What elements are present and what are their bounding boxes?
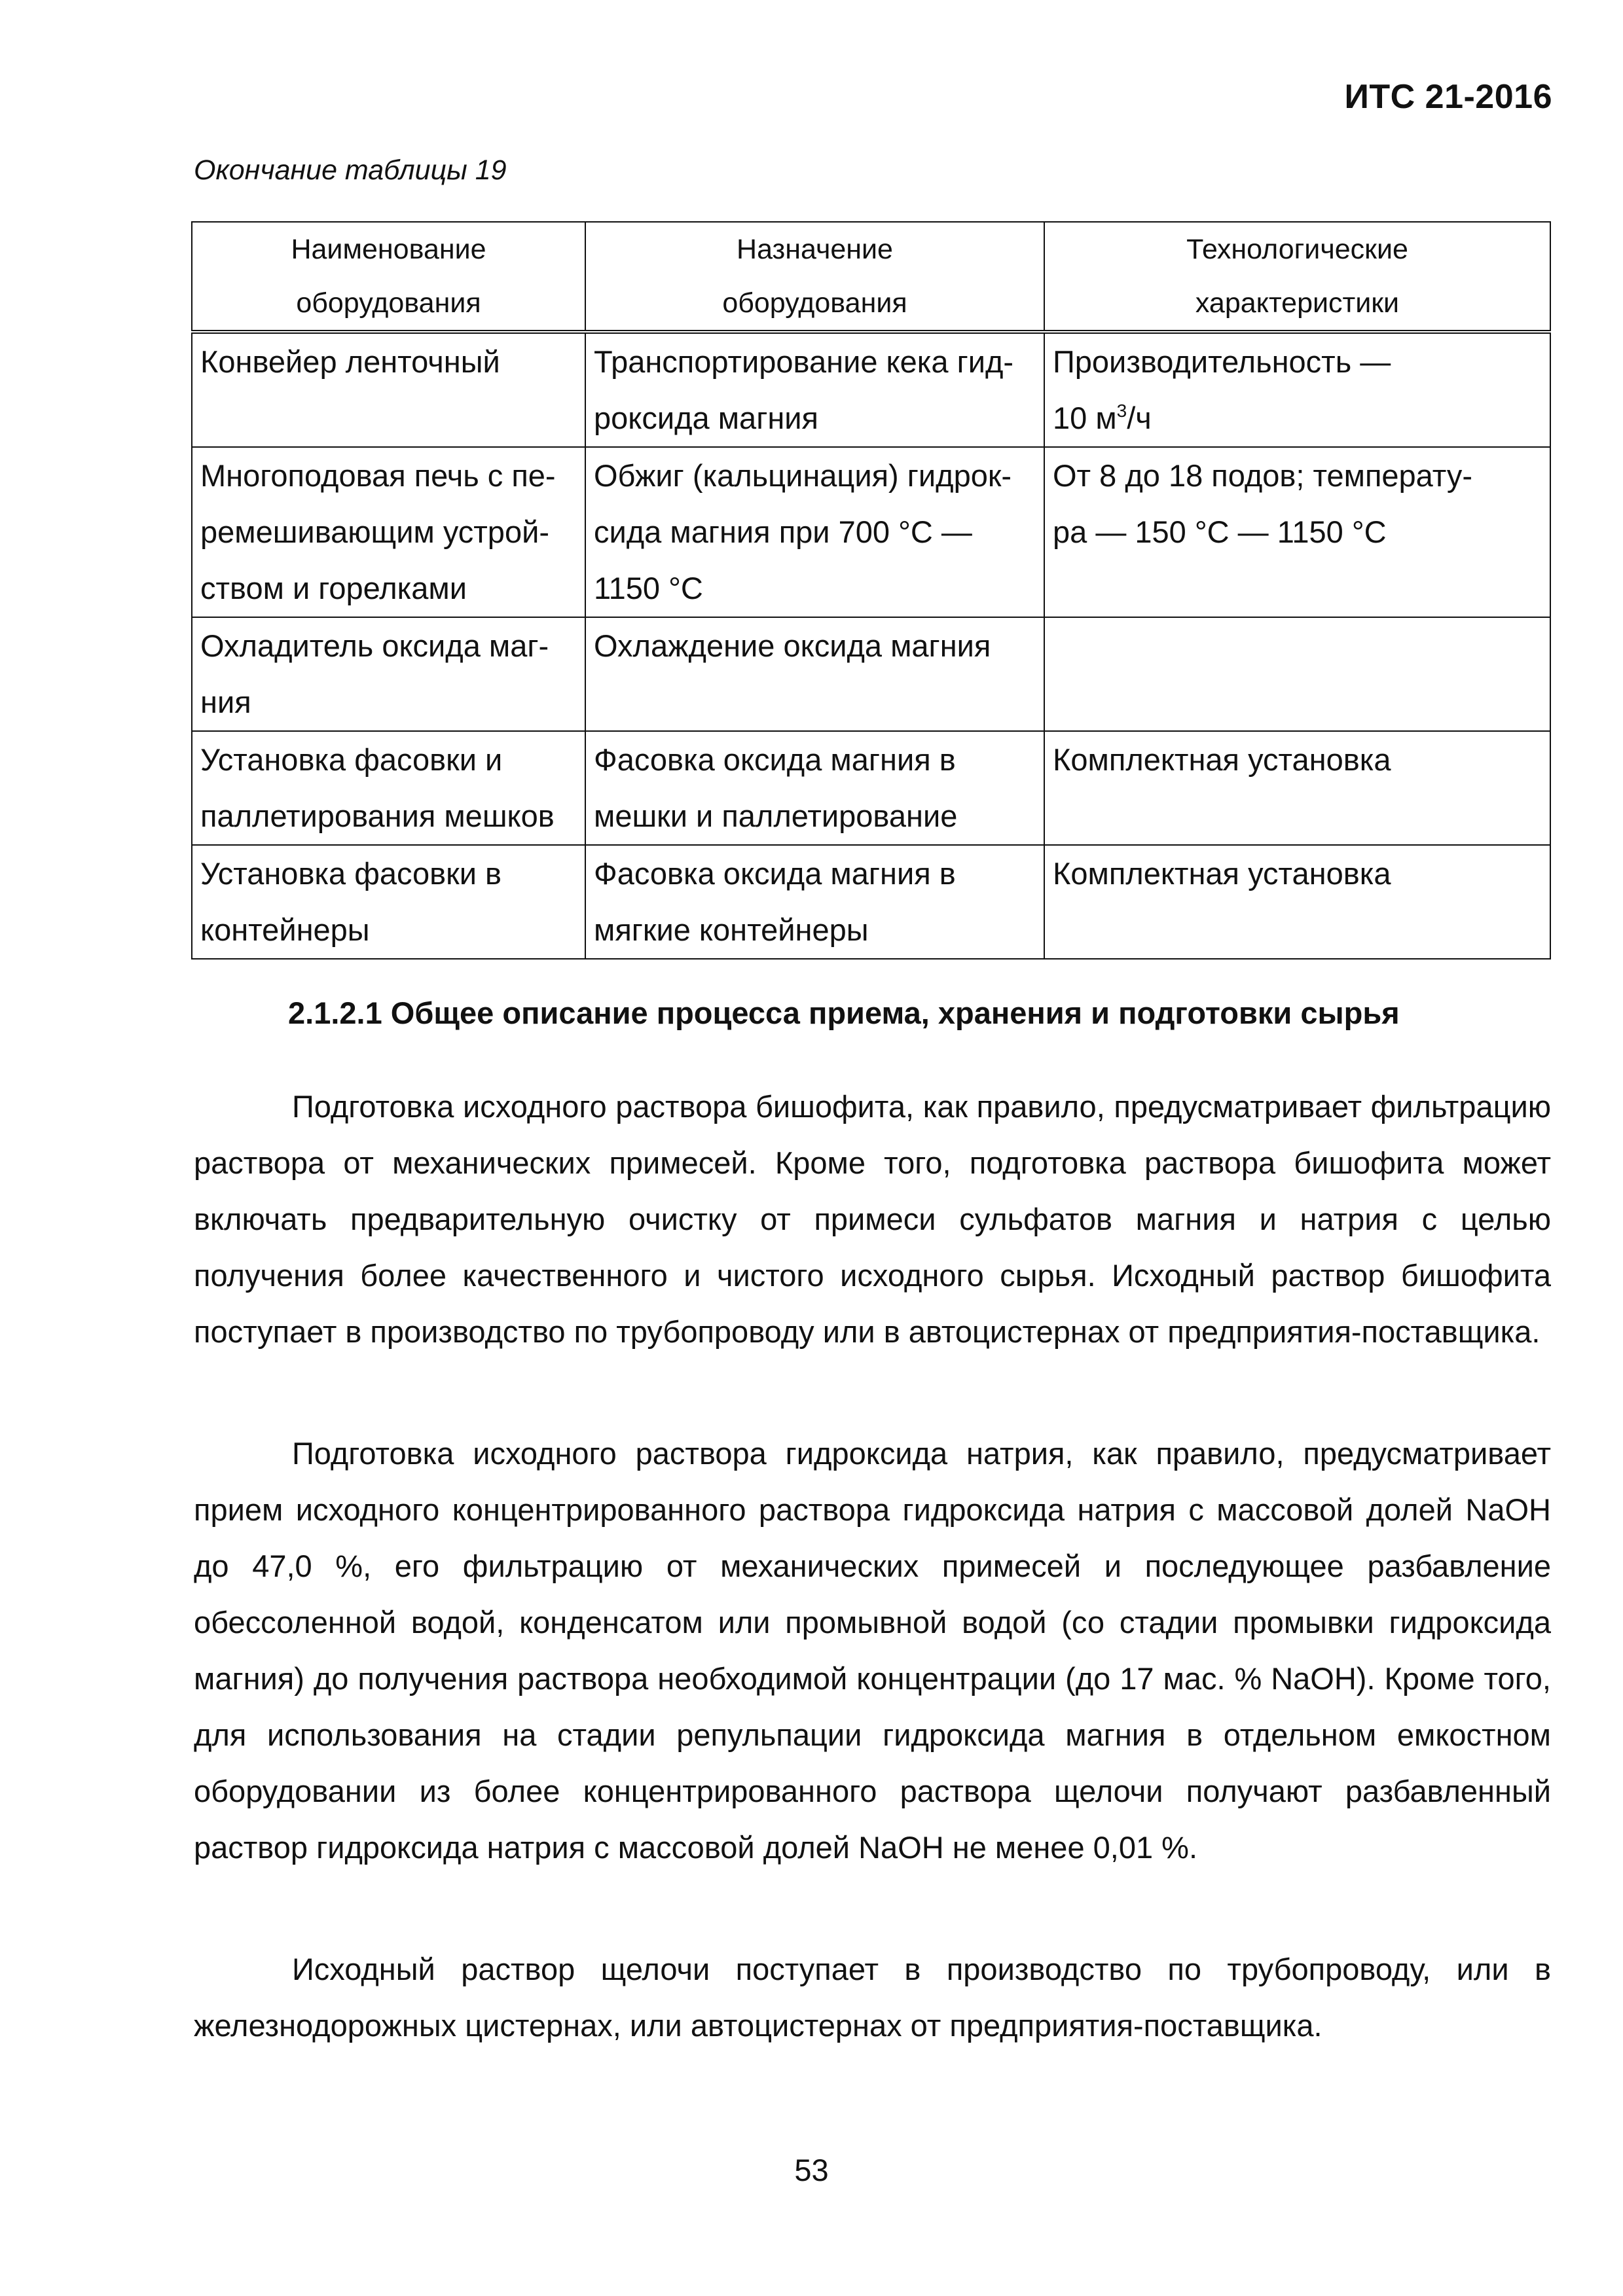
- column-header-purpose: [585, 222, 1044, 332]
- cell-line: мягкие контейнеры: [594, 912, 869, 947]
- cell-line: От 8 до 18 подов; температу-: [1053, 458, 1472, 493]
- cell-line: сида магния при 700 °С —: [594, 514, 972, 549]
- cell-line: Производительность —: [1053, 344, 1391, 379]
- cell-name: [192, 447, 585, 617]
- cell-line: роксида магния: [594, 401, 818, 435]
- page-number: 53: [794, 2153, 829, 2187]
- cell-specs: [1044, 845, 1550, 959]
- superscript: 3: [1116, 401, 1127, 421]
- paragraph-text: Подготовка исходного раствора гидроксида натрия, как правило, предусматривает прием исходного концентрированного раствора гидроксида натрия с массовой долей NaOH до 47,0 %, его фильтрацию от механических примесей и последующее разбавление обессоленной водой, конденсатом или промывной водой (со стадии промывки гидроксида магния) до получения раствора необходимой концентрации (до 17 мас. % NaOH). Кроме того, для использования на стадии репульпации гидроксида магния в отдельном емкостном оборудовании из более концентрированного раствора щелочи получают разбавленный раствор гидроксида натрия с массовой долей NaOH не менее 0,01 %.: [194, 1436, 1551, 1865]
- table-row: [192, 447, 1550, 617]
- cell-purpose: [585, 332, 1044, 447]
- cell-line: Охлаждение оксида магния: [594, 628, 991, 663]
- cell-line: Фасовка оксида магния в: [594, 856, 956, 891]
- cell-specs: [1044, 617, 1550, 731]
- cell-line: Транспортирование кека гид-: [594, 344, 1014, 379]
- cell-line: ра — 150 °С — 1150 °С: [1053, 514, 1387, 549]
- value-text: 10 м: [1053, 401, 1117, 435]
- cell-name: [192, 845, 585, 959]
- cell-line: 1150 °С: [594, 571, 703, 605]
- table-row: [192, 845, 1550, 959]
- cell-purpose: [585, 617, 1044, 731]
- document-code: ИТС 21-2016: [1344, 78, 1552, 116]
- cell-line: ремешивающим устрой-: [200, 514, 549, 549]
- section-heading: 2.1.2.1 Общее описание процесса приема, хранения и подготовки сырья: [288, 996, 1400, 1030]
- header-line: Назначение: [737, 234, 893, 265]
- cell-line: Конвейер ленточный: [200, 344, 500, 379]
- cell-line: ния: [200, 685, 251, 719]
- table-row: [192, 731, 1550, 845]
- cell-line: мешки и паллетирование: [594, 798, 958, 833]
- cell-specs: [1044, 447, 1550, 617]
- column-header-specs: [1044, 222, 1550, 332]
- cell-line: Комплектная установка: [1053, 856, 1391, 891]
- body-paragraph: [194, 1079, 1551, 1360]
- paragraph-text: Исходный раствор щелочи поступает в производство по трубопроводу, или в железнодорожных цистернах, или автоцистернах от предприятия-поставщика.: [194, 1952, 1551, 2043]
- table-caption: Окончание таблицы 19: [194, 154, 507, 186]
- cell-line: Установка фасовки в: [200, 856, 501, 891]
- header-line: оборудования: [296, 287, 481, 319]
- header-line: характеристики: [1195, 287, 1400, 319]
- cell-line: ством и горелками: [200, 571, 467, 605]
- cell-line: [1053, 390, 1542, 446]
- header-line: Наименование: [291, 234, 486, 265]
- header-line: оборудования: [722, 287, 907, 319]
- cell-line: Охладитель оксида маг-: [200, 628, 549, 663]
- equipment-table: [191, 221, 1551, 960]
- cell-purpose: [585, 447, 1044, 617]
- column-header-name: [192, 222, 585, 332]
- table-row: [192, 332, 1550, 447]
- paragraph-text: Подготовка исходного раствора бишофита, как правило, предусматривает фильтрацию раствора от механических примесей. Кроме того, подготовка раствора бишофита может включать предварительную очистку от примеси сульфатов магния и натрия с целью получения более качественного и чистого исходного сырья. Исходный раствор бишофита поступает в производство по трубопроводу или в автоцистернах от предприятия-поставщика.: [194, 1089, 1551, 1349]
- cell-name: [192, 332, 585, 447]
- cell-name: [192, 617, 585, 731]
- cell-line: контейнеры: [200, 912, 370, 947]
- body-paragraph: [194, 1426, 1551, 1876]
- cell-line: Многоподовая печь с пе-: [200, 458, 556, 493]
- cell-purpose: [585, 845, 1044, 959]
- table-header-row: [192, 222, 1550, 332]
- cell-line: Установка фасовки и: [200, 742, 503, 777]
- cell-line: паллетирования мешков: [200, 798, 555, 833]
- cell-purpose: [585, 731, 1044, 845]
- cell-specs: [1044, 332, 1550, 447]
- header-line: Технологические: [1186, 234, 1408, 265]
- cell-line: Комплектная установка: [1053, 742, 1391, 777]
- body-paragraph: [194, 1941, 1551, 2054]
- cell-line: Фасовка оксида магния в: [594, 742, 956, 777]
- unit-text: /ч: [1127, 401, 1152, 435]
- table-row: [192, 617, 1550, 731]
- cell-line: Обжиг (кальцинация) гидрок-: [594, 458, 1012, 493]
- cell-specs: [1044, 731, 1550, 845]
- cell-name: [192, 731, 585, 845]
